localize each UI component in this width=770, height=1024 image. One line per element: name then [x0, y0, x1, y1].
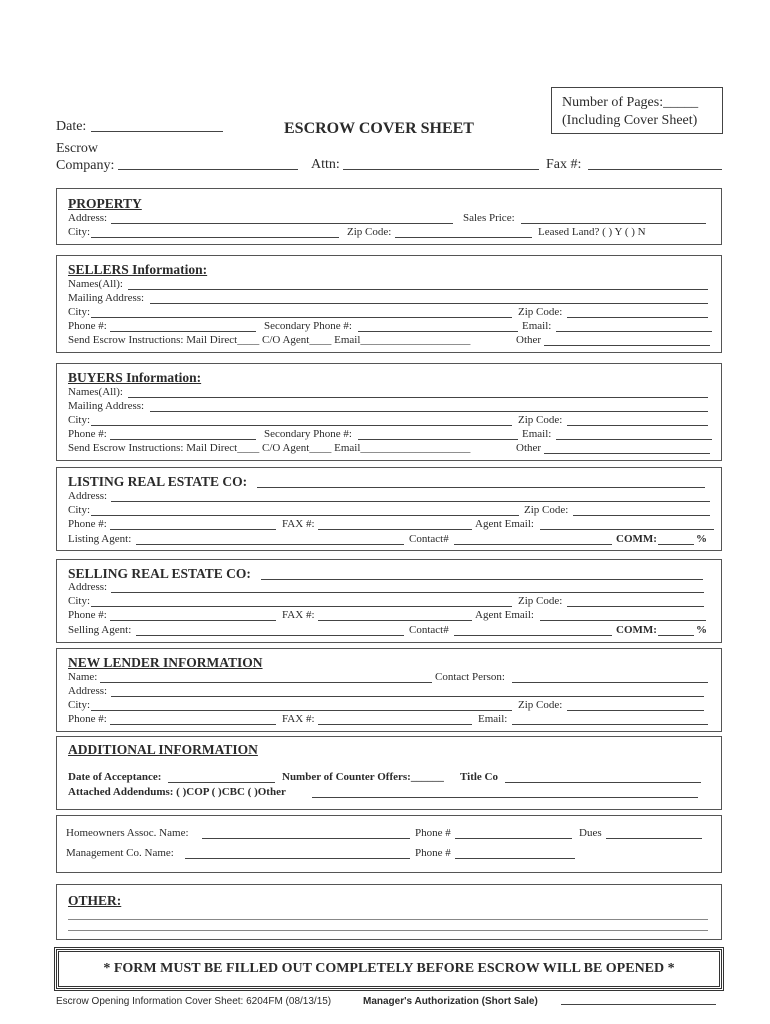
listing-contact-field[interactable]	[454, 544, 612, 545]
selling-city-label: City:	[68, 595, 91, 607]
property-zip-label: Zip Code:	[347, 226, 392, 238]
lender-contact-person-field[interactable]	[512, 682, 708, 683]
lender-city-field[interactable]	[91, 710, 512, 711]
sellers-secondary-label: Secondary Phone #:	[264, 320, 352, 332]
buyers-city-label: City:	[68, 414, 91, 426]
leased-land[interactable]: Leased Land? ( ) Y ( ) N	[538, 226, 646, 238]
attn-label: Attn:	[311, 157, 340, 172]
listing-contact-label: Contact#	[409, 533, 449, 545]
sellers-phone-label: Phone #:	[68, 320, 107, 332]
listing-comm-label: COMM:	[616, 533, 657, 545]
selling-phone-field[interactable]	[110, 620, 276, 621]
sellers-secondary-field[interactable]	[358, 331, 518, 332]
fax-label: Fax #:	[546, 157, 582, 172]
company-field[interactable]	[118, 169, 298, 170]
listing-agent-label: Listing Agent:	[68, 533, 132, 545]
listing-fax-label: FAX #:	[282, 518, 315, 530]
mgmt-name-label: Management Co. Name:	[66, 847, 174, 859]
lender-fax-field[interactable]	[318, 724, 472, 725]
listing-phone-field[interactable]	[110, 529, 276, 530]
acceptance-field[interactable]	[168, 782, 275, 783]
buyers-zip-label: Zip Code:	[518, 414, 563, 426]
listing-zip-label: Zip Code:	[524, 504, 569, 516]
listing-agent-email-label: Agent Email:	[475, 518, 534, 530]
manager-authorization-label: Manager's Authorization (Short Sale)	[363, 996, 538, 1007]
warning-text: * FORM MUST BE FILLED OUT COMPLETELY BEFORE ESCROW WILL BE OPENED *	[103, 961, 675, 976]
title-co-label: Title Co	[460, 771, 498, 783]
listing-heading: LISTING REAL ESTATE CO:	[68, 474, 248, 489]
lender-fax-label: FAX #:	[282, 713, 315, 725]
lender-address-label: Address:	[68, 685, 108, 697]
sellers-zip-field[interactable]	[567, 317, 708, 318]
fax-field[interactable]	[588, 169, 722, 170]
addendums[interactable]: Attached Addendums: ( )COP ( )CBC ( )Other	[68, 786, 286, 798]
listing-zip-field[interactable]	[573, 515, 710, 516]
sellers-send-instructions[interactable]: Send Escrow Instructions: Mail Direct____ C/O Agent____ Email____________________	[68, 334, 471, 346]
buyers-mailing-label: Mailing Address:	[68, 400, 145, 412]
selling-fax-field[interactable]	[318, 620, 472, 621]
selling-address-label: Address:	[68, 581, 108, 593]
property-zip-field[interactable]	[395, 237, 532, 238]
selling-address-field[interactable]	[111, 592, 704, 593]
selling-heading: SELLING REAL ESTATE CO:	[68, 566, 251, 581]
selling-contact-field[interactable]	[454, 635, 612, 636]
page-count-note: (Including Cover Sheet)	[562, 113, 698, 128]
lender-contact-person-label: Contact Person:	[435, 671, 505, 683]
counter-offers[interactable]: Number of Counter Offers:______	[282, 771, 444, 783]
footer-form-id: Escrow Opening Information Cover Sheet: 6204FM (08/13/15)	[56, 996, 332, 1007]
selling-agent-label: Selling Agent:	[68, 624, 132, 636]
selling-city-field[interactable]	[91, 606, 512, 607]
listing-fax-field[interactable]	[318, 529, 472, 530]
dues-label: Dues	[579, 827, 602, 839]
title-co-field[interactable]	[505, 782, 701, 783]
lender-phone-field[interactable]	[110, 724, 276, 725]
sellers-names-label: Names(All):	[68, 278, 123, 290]
lender-name-field[interactable]	[100, 682, 432, 683]
selling-agent-email-label: Agent Email:	[475, 609, 534, 621]
selling-agent-field[interactable]	[136, 635, 404, 636]
mgmt-phone-label: Phone #	[415, 847, 451, 859]
buyers-email-label: Email:	[522, 428, 552, 440]
listing-percent: %	[696, 533, 707, 545]
lender-phone-label: Phone #:	[68, 713, 107, 725]
listing-phone-label: Phone #:	[68, 518, 107, 530]
other-section	[56, 884, 722, 940]
selling-percent: %	[696, 624, 707, 636]
selling-agent-email-field[interactable]	[540, 620, 706, 621]
mgmt-phone-field[interactable]	[455, 858, 575, 859]
property-address-field[interactable]	[111, 223, 453, 224]
buyers-names-field[interactable]	[128, 397, 708, 398]
selling-fax-label: FAX #:	[282, 609, 315, 621]
warning-banner	[56, 949, 722, 989]
listing-comm-field[interactable]	[658, 544, 694, 545]
sellers-phone-field[interactable]	[110, 331, 256, 332]
buyers-secondary-field[interactable]	[358, 439, 518, 440]
selling-comm-field[interactable]	[658, 635, 694, 636]
acceptance-label: Date of Acceptance:	[68, 771, 162, 783]
addendums-other-field[interactable]	[312, 797, 698, 798]
buyers-other-field[interactable]	[544, 453, 710, 454]
buyers-secondary-label: Secondary Phone #:	[264, 428, 352, 440]
hoa-name-field[interactable]	[202, 838, 410, 839]
sellers-mailing-field[interactable]	[150, 303, 708, 304]
listing-address-label: Address:	[68, 490, 108, 502]
lender-heading: NEW LENDER INFORMATION	[68, 655, 263, 670]
buyers-heading: BUYERS Information:	[68, 370, 202, 385]
listing-city-field[interactable]	[91, 515, 519, 516]
sellers-zip-label: Zip Code:	[518, 306, 563, 318]
date-field[interactable]	[91, 131, 223, 132]
buyers-send-instructions[interactable]: Send Escrow Instructions: Mail Direct____ C/O Agent____ Email____________________	[68, 442, 471, 454]
property-address-label: Address:	[68, 212, 108, 224]
escrow-label: Escrow	[56, 141, 98, 156]
listing-agent-field[interactable]	[136, 544, 404, 545]
other-line-2[interactable]	[68, 930, 708, 931]
sellers-city-label: City:	[68, 306, 91, 318]
manager-authorization-field[interactable]	[561, 1004, 716, 1005]
sellers-other-label: Other	[516, 334, 542, 346]
buyers-mailing-field[interactable]	[150, 411, 708, 412]
lender-zip-label: Zip Code:	[518, 699, 563, 711]
selling-zip-label: Zip Code:	[518, 595, 563, 607]
buyers-phone-field[interactable]	[110, 439, 256, 440]
sellers-city-field[interactable]	[91, 317, 512, 318]
lender-email-field[interactable]	[512, 724, 708, 725]
lender-address-field[interactable]	[111, 696, 704, 697]
listing-city-label: City:	[68, 504, 91, 516]
date-label: Date:	[56, 119, 87, 134]
additional-heading: ADDITIONAL INFORMATION	[68, 742, 258, 757]
hoa-phone-field[interactable]	[455, 838, 572, 839]
page-count-label: Number of Pages:_____	[562, 95, 699, 110]
buyers-city-field[interactable]	[91, 425, 512, 426]
sellers-email-field[interactable]	[556, 331, 712, 332]
selling-contact-label: Contact#	[409, 624, 449, 636]
lender-zip-field[interactable]	[567, 710, 704, 711]
listing-address-field[interactable]	[111, 501, 710, 502]
property-city-label: City:	[68, 226, 91, 238]
listing-company-field[interactable]	[257, 487, 705, 488]
buyers-zip-field[interactable]	[567, 425, 708, 426]
sellers-email-label: Email:	[522, 320, 552, 332]
hoa-section	[56, 815, 722, 873]
hoa-phone-label: Phone #	[415, 827, 451, 839]
selling-zip-field[interactable]	[567, 606, 704, 607]
dues-field[interactable]	[606, 838, 702, 839]
other-heading: OTHER:	[68, 893, 122, 908]
lender-name-label: Name:	[68, 671, 98, 683]
selling-company-field[interactable]	[261, 579, 703, 580]
lender-email-label: Email:	[478, 713, 508, 725]
sellers-other-field[interactable]	[544, 345, 710, 346]
sales-price-label: Sales Price:	[463, 212, 515, 224]
buyers-email-field[interactable]	[556, 439, 712, 440]
form-title: ESCROW COVER SHEET	[284, 120, 474, 137]
sellers-mailing-label: Mailing Address:	[68, 292, 145, 304]
sellers-heading: SELLERS Information:	[68, 262, 208, 277]
company-label: Company:	[56, 158, 115, 173]
property-heading: PROPERTY	[68, 196, 142, 211]
lender-city-label: City:	[68, 699, 91, 711]
buyers-other-label: Other	[516, 442, 542, 454]
selling-phone-label: Phone #:	[68, 609, 107, 621]
selling-comm-label: COMM:	[616, 624, 657, 636]
buyers-phone-label: Phone #:	[68, 428, 107, 440]
mgmt-name-field[interactable]	[185, 858, 410, 859]
other-line-1[interactable]	[68, 919, 708, 920]
buyers-names-label: Names(All):	[68, 386, 123, 398]
hoa-name-label: Homeowners Assoc. Name:	[66, 827, 189, 839]
sellers-names-field[interactable]	[128, 289, 708, 290]
sales-price-field[interactable]	[521, 223, 706, 224]
property-city-field[interactable]	[91, 237, 339, 238]
attn-field[interactable]	[343, 169, 539, 170]
listing-agent-email-field[interactable]	[540, 529, 714, 530]
